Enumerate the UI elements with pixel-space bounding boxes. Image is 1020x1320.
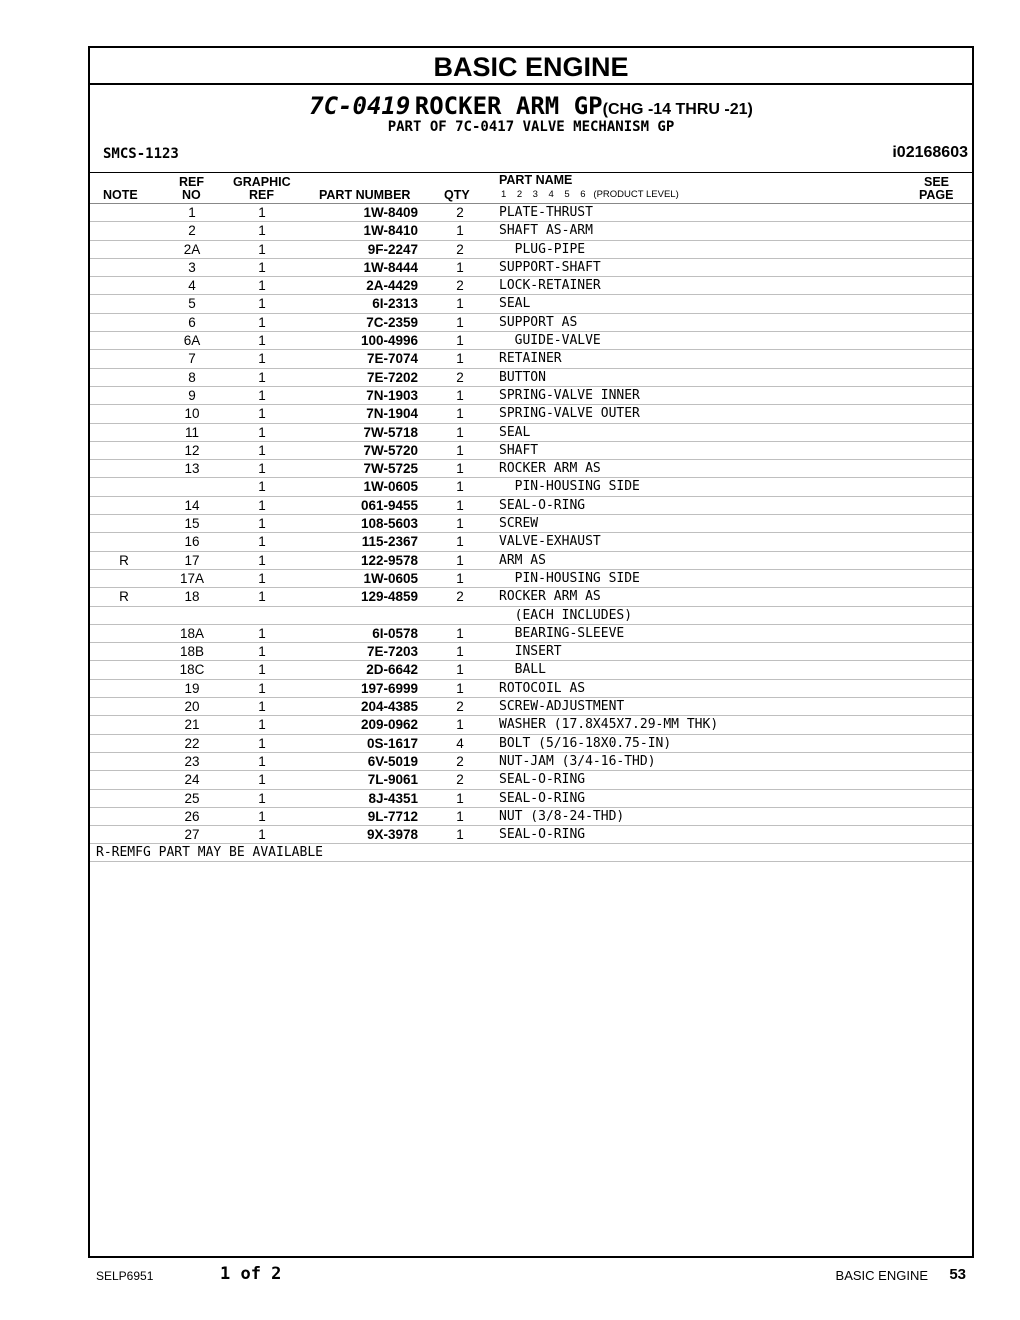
part-number-cell: 100-4996 <box>360 333 418 349</box>
graphic-ref-cell: 1 <box>258 552 266 568</box>
note-cell: R <box>119 552 129 568</box>
graphic-ref-cell: 1 <box>258 205 266 220</box>
graphic-ref-cell: 1 <box>258 735 266 751</box>
header-qty: QTY <box>444 188 470 202</box>
graphic-ref-cell: 1 <box>258 223 266 239</box>
table-row <box>90 204 972 222</box>
table-row <box>90 607 972 625</box>
part-name-cell: PLATE-THRUST <box>499 205 593 220</box>
table-row <box>90 570 972 588</box>
part-name-cell: VALVE-EXHAUST <box>499 534 601 550</box>
part-number-cell: 061-9455 <box>360 497 418 513</box>
header-graphic-bottom: REF <box>249 188 274 202</box>
table-row <box>90 460 972 478</box>
graphic-ref-cell: 1 <box>258 534 266 550</box>
ref-no-cell: 6A <box>183 333 201 349</box>
qty-cell: 2 <box>456 205 464 220</box>
part-name-cell: ROTOCOIL AS <box>499 680 586 696</box>
part-name-cell: SPRING-VALVE OUTER <box>499 406 640 422</box>
graphic-ref-cell: 1 <box>258 259 266 275</box>
qty-cell: 1 <box>456 497 464 513</box>
qty-cell: 2 <box>456 753 464 769</box>
header-part-number: PART NUMBER <box>319 188 411 202</box>
table-header <box>90 173 972 204</box>
graphic-ref-cell: 1 <box>258 333 266 349</box>
graphic-ref-cell: 1 <box>258 772 266 788</box>
table-body <box>90 204 972 844</box>
ref-no-cell: 18B <box>179 644 205 660</box>
graphic-ref-cell: 1 <box>258 644 266 660</box>
qty-cell: 2 <box>456 278 464 294</box>
part-number-cell: 7L-9061 <box>367 772 418 788</box>
qty-cell: 1 <box>456 424 464 440</box>
part-number-cell: 115-2367 <box>361 534 418 550</box>
table-row <box>90 588 972 606</box>
table-row <box>90 790 972 808</box>
qty-cell: 1 <box>456 387 464 403</box>
qty-cell: 1 <box>456 259 464 275</box>
header-ref-top: REF <box>179 175 204 189</box>
document-id: SELP6951 <box>96 1269 154 1283</box>
qty-cell: 1 <box>456 461 464 477</box>
ref-no-cell: 16 <box>184 534 200 550</box>
graphic-ref-cell: 1 <box>258 442 266 458</box>
part-number-cell: 1W-8410 <box>363 223 418 239</box>
group-change: (CHG -14 THRU -21) <box>602 101 753 118</box>
table-row <box>90 625 972 643</box>
qty-cell: 1 <box>456 680 464 696</box>
ref-no-cell: 27 <box>184 827 200 843</box>
part-name-cell: PIN-HOUSING SIDE <box>499 570 640 586</box>
ref-no-cell: 5 <box>188 296 196 312</box>
table-row <box>90 241 972 259</box>
part-number-cell: 197-6999 <box>360 680 418 696</box>
part-number-cell: 7C-2359 <box>366 314 418 330</box>
part-number-cell: 7W-5718 <box>363 424 418 440</box>
graphic-ref-cell: 1 <box>258 662 266 678</box>
qty-cell: 1 <box>456 570 464 586</box>
qty-cell: 1 <box>456 662 464 678</box>
ref-no-cell: 9 <box>188 387 196 403</box>
group-number: 7C-0419 <box>309 92 411 120</box>
qty-cell: 1 <box>456 406 464 422</box>
part-name-cell: SEAL-O-RING <box>499 827 586 843</box>
part-number-cell: 2D-6642 <box>366 662 418 678</box>
part-name-cell: PIN-HOUSING SIDE <box>499 479 640 495</box>
table-row <box>90 314 972 332</box>
ref-no-cell: 18C <box>179 662 205 678</box>
table-row <box>90 332 972 350</box>
qty-cell: 1 <box>456 296 464 312</box>
part-number-cell: 7W-5720 <box>363 442 418 458</box>
qty-cell: 1 <box>456 333 464 349</box>
header-ref-bottom: NO <box>182 188 201 202</box>
graphic-ref-cell: 1 <box>258 808 266 824</box>
graphic-ref-cell: 1 <box>258 296 266 312</box>
page-footer <box>96 1264 966 1288</box>
part-number-cell: 8J-4351 <box>368 790 418 806</box>
qty-cell: 1 <box>456 717 464 733</box>
table-row <box>90 295 972 313</box>
graphic-ref-cell: 1 <box>258 387 266 403</box>
section-title: BASIC ENGINE <box>90 48 972 85</box>
qty-cell: 1 <box>456 790 464 806</box>
group-name: ROCKER ARM GP <box>414 92 603 120</box>
ref-no-cell: 1 <box>188 205 196 220</box>
header-product-levels: 1 2 3 4 5 6 (PRODUCT LEVEL) <box>501 189 679 200</box>
graphic-ref-cell: 1 <box>258 680 266 696</box>
table-row <box>90 515 972 533</box>
part-number-cell: 2A-4429 <box>366 278 418 294</box>
part-name-cell: SEAL <box>499 296 531 312</box>
part-name-cell: SHAFT <box>499 442 539 458</box>
ref-no-cell: 6 <box>188 314 196 330</box>
part-name-cell: (EACH INCLUDES) <box>499 607 633 623</box>
part-number-cell: 7E-7074 <box>366 351 418 367</box>
table-row <box>90 698 972 716</box>
part-name-cell: SEAL-O-RING <box>499 772 586 788</box>
table-row <box>90 753 972 771</box>
qty-cell: 2 <box>456 772 464 788</box>
qty-cell: 1 <box>456 827 464 843</box>
table-row <box>90 771 972 789</box>
ref-no-cell: 25 <box>184 790 200 806</box>
table-row <box>90 387 972 405</box>
part-number-cell: 1W-8444 <box>363 259 418 275</box>
part-number-cell: 204-4385 <box>360 699 418 715</box>
ref-no-cell: 2 <box>188 223 196 239</box>
ref-no-cell: 18 <box>184 589 200 605</box>
ref-no-cell: 14 <box>184 497 200 513</box>
qty-cell: 1 <box>456 808 464 824</box>
graphic-ref-cell: 1 <box>258 497 266 513</box>
ref-no-cell: 21 <box>184 717 200 733</box>
footer-section: BASIC ENGINE <box>835 1268 928 1283</box>
ref-no-cell: 19 <box>184 680 200 696</box>
qty-cell: 2 <box>456 369 464 385</box>
qty-cell: 4 <box>456 735 464 751</box>
part-number-cell: 0S-1617 <box>366 735 418 751</box>
graphic-ref-cell: 1 <box>258 790 266 806</box>
ref-no-cell: 17 <box>184 552 200 568</box>
part-number-cell: 7E-7202 <box>366 369 418 385</box>
parts-table <box>90 172 972 862</box>
part-of-line: PART OF 7C-0417 VALVE MECHANISM GP <box>387 119 675 135</box>
graphic-ref-cell: 1 <box>258 589 266 605</box>
part-number-cell: 209-0962 <box>360 717 418 733</box>
qty-cell: 1 <box>456 625 464 641</box>
ref-no-cell: 20 <box>184 699 200 715</box>
qty-cell: 1 <box>456 534 464 550</box>
page-frame <box>88 46 974 1258</box>
table-row <box>90 424 972 442</box>
ref-no-cell: 15 <box>184 516 200 532</box>
graphic-ref-cell: 1 <box>258 625 266 641</box>
qty-cell: 2 <box>456 699 464 715</box>
part-name-cell: WASHER (17.8X45X7.29-MM THK) <box>499 717 719 733</box>
qty-cell: 2 <box>456 241 464 257</box>
table-row <box>90 478 972 496</box>
part-number-cell: 7W-5725 <box>363 461 418 477</box>
table-row <box>90 826 972 844</box>
graphic-ref-cell: 1 <box>258 369 266 385</box>
part-number-cell: 1W-8409 <box>363 205 418 220</box>
ref-no-cell: 24 <box>184 772 200 788</box>
ref-no-cell: 17A <box>179 570 205 586</box>
part-number-cell: 129-4859 <box>360 589 418 605</box>
table-row <box>90 405 972 423</box>
part-number-cell: 122-9578 <box>360 552 418 568</box>
part-number-cell: 1W-0605 <box>363 570 418 586</box>
part-number-cell: 6V-5019 <box>367 753 418 769</box>
part-name-cell: SUPPORT-SHAFT <box>499 259 601 275</box>
part-name-cell: BUTTON <box>499 369 546 385</box>
table-row <box>90 533 972 551</box>
graphic-ref-cell: 1 <box>258 461 266 477</box>
table-row <box>90 716 972 734</box>
part-name-cell: SHAFT AS-ARM <box>499 223 593 239</box>
header-note: NOTE <box>103 188 138 202</box>
table-row <box>90 222 972 240</box>
part-number-cell: 7N-1904 <box>366 406 418 422</box>
part-name-cell: LOCK-RETAINER <box>499 278 601 294</box>
part-name-cell: SEAL-O-RING <box>499 790 586 806</box>
qty-cell: 1 <box>456 351 464 367</box>
ref-no-cell: 23 <box>184 753 200 769</box>
header-part-name: PART NAME <box>499 173 573 187</box>
ref-no-cell: 2A <box>183 241 201 257</box>
header-graphic-top: GRAPHIC <box>233 175 291 189</box>
part-number-cell: 9F-2247 <box>367 241 418 257</box>
table-row <box>90 680 972 698</box>
page-count: 1 of 2 <box>220 1264 282 1284</box>
part-number-cell: 108-5603 <box>360 516 418 532</box>
ref-no-cell: 7 <box>188 351 196 367</box>
table-row <box>90 497 972 515</box>
part-name-cell: SEAL <box>499 424 531 440</box>
smcs-code: SMCS-1123 <box>103 146 179 162</box>
table-row <box>90 643 972 661</box>
qty-cell: 1 <box>456 479 464 495</box>
part-number-cell: 6I-2313 <box>372 296 418 312</box>
group-title <box>90 91 972 121</box>
graphic-ref-cell: 1 <box>258 351 266 367</box>
part-name-cell: RETAINER <box>499 351 562 367</box>
ref-no-cell: 18A <box>179 625 205 641</box>
illustration-id: i02168603 <box>892 144 968 161</box>
ref-no-cell: 22 <box>184 735 200 751</box>
qty-cell: 1 <box>456 516 464 532</box>
table-row <box>90 369 972 387</box>
graphic-ref-cell: 1 <box>258 314 266 330</box>
qty-cell: 2 <box>456 589 464 605</box>
part-name-cell: NUT-JAM (3/4-16-THD) <box>499 753 656 769</box>
part-name-cell: SCREW-ADJUSTMENT <box>499 699 625 715</box>
part-name-cell: SUPPORT AS <box>499 314 578 330</box>
graphic-ref-cell: 1 <box>258 278 266 294</box>
header-see-top: SEE <box>924 175 950 189</box>
part-name-cell: GUIDE-VALVE <box>499 333 601 349</box>
qty-cell: 1 <box>456 223 464 239</box>
qty-cell: 1 <box>456 442 464 458</box>
ref-no-cell: 26 <box>184 808 200 824</box>
ref-no-cell: 12 <box>184 442 200 458</box>
part-name-cell: ROCKER ARM AS <box>499 461 601 477</box>
part-name-cell: SCREW <box>499 516 539 532</box>
part-number-cell: 9X-3978 <box>366 827 418 843</box>
graphic-ref-cell: 1 <box>258 424 266 440</box>
graphic-ref-cell: 1 <box>258 699 266 715</box>
graphic-ref-cell: 1 <box>258 479 266 495</box>
table-row <box>90 442 972 460</box>
header-see-bottom: PAGE <box>919 188 954 202</box>
part-number-cell: 9L-7712 <box>367 808 418 824</box>
part-number-cell: 7E-7203 <box>366 644 418 660</box>
graphic-ref-cell: 1 <box>258 406 266 422</box>
table-row <box>90 808 972 826</box>
table-row <box>90 552 972 570</box>
part-name-cell: ARM AS <box>499 552 546 568</box>
graphic-ref-cell: 1 <box>258 570 266 586</box>
part-number-cell: 7N-1903 <box>366 387 418 403</box>
part-name-cell: INSERT <box>499 644 562 660</box>
part-number-cell: 6I-0578 <box>372 625 418 641</box>
table-row <box>90 661 972 679</box>
qty-cell: 1 <box>456 314 464 330</box>
page-number: 53 <box>949 1266 966 1283</box>
part-name-cell: BALL <box>499 662 546 678</box>
ref-no-cell: 8 <box>188 369 196 385</box>
ref-no-cell: 11 <box>184 424 199 440</box>
ref-no-cell: 10 <box>184 406 200 422</box>
note-cell: R <box>119 589 129 605</box>
part-name-cell: PLUG-PIPE <box>499 241 586 257</box>
part-name-cell: SEAL-O-RING <box>499 497 586 513</box>
part-name-cell: BEARING-SLEEVE <box>499 625 625 641</box>
table-row <box>90 735 972 753</box>
graphic-ref-cell: 1 <box>258 753 266 769</box>
graphic-ref-cell: 1 <box>258 717 266 733</box>
part-name-cell: ROCKER ARM AS <box>499 589 601 605</box>
ref-no-cell: 4 <box>188 278 196 294</box>
graphic-ref-cell: 1 <box>258 241 266 257</box>
part-number-cell: 1W-0605 <box>363 479 418 495</box>
part-name-cell: SPRING-VALVE INNER <box>499 387 640 403</box>
part-name-cell: NUT (3/8-24-THD) <box>499 808 625 824</box>
qty-cell: 1 <box>456 644 464 660</box>
table-row <box>90 277 972 295</box>
qty-cell: 1 <box>456 552 464 568</box>
footnote: R-REMFG PART MAY BE AVAILABLE <box>90 844 972 862</box>
ref-no-cell: 3 <box>188 259 196 275</box>
ref-no-cell: 13 <box>184 461 200 477</box>
smcs-row <box>90 144 972 166</box>
table-row <box>90 350 972 368</box>
table-row <box>90 259 972 277</box>
part-name-cell: BOLT (5/16-18X0.75-IN) <box>499 735 672 751</box>
graphic-ref-cell: 1 <box>258 516 266 532</box>
graphic-ref-cell: 1 <box>258 827 266 843</box>
